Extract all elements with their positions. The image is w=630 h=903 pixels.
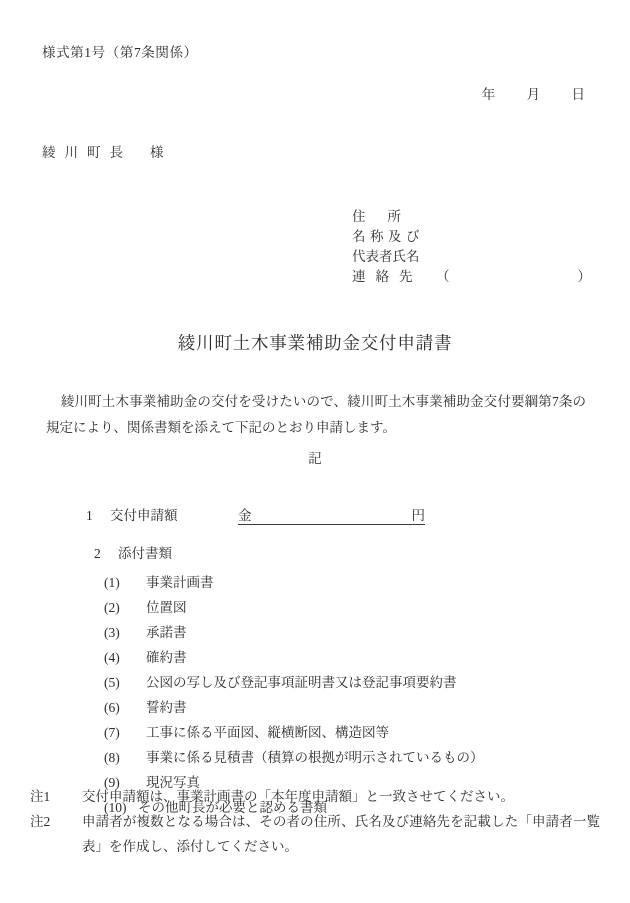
section-2-number: 2 xyxy=(94,546,101,561)
attachment-text: 位置図 xyxy=(146,600,187,615)
attachment-index: (10) xyxy=(104,800,127,815)
attachment-index: (7) xyxy=(104,725,120,740)
list-item xyxy=(104,620,484,645)
applicant-contact-row xyxy=(352,267,591,287)
section-1-number: 1 xyxy=(86,508,93,523)
section-1-label: 交付申請額 xyxy=(110,508,178,523)
form-number: 様式第1号（第7条関係） xyxy=(42,45,198,60)
section-2-label: 添付書類 xyxy=(118,546,172,561)
attachment-text: 事業計画書 xyxy=(146,575,214,590)
list-item xyxy=(104,745,484,770)
attachment-text: 現況写真 xyxy=(146,775,200,790)
attachment-index: (6) xyxy=(104,700,120,715)
attachment-index: (2) xyxy=(104,600,120,615)
list-item xyxy=(104,645,484,670)
list-item xyxy=(104,595,484,620)
date-year-label: 年 xyxy=(481,87,496,102)
attachment-list xyxy=(104,570,484,820)
attachment-text: 工事に係る平面図、縦横断図、構造図等 xyxy=(146,725,389,740)
applicant-address-label: 住所 xyxy=(352,209,423,224)
list-item xyxy=(104,720,484,745)
amount-field[interactable] xyxy=(238,509,425,525)
addressee-name: 綾川町長 xyxy=(42,145,132,160)
footnote xyxy=(30,784,600,809)
applicant-name-label-line1: 名称及び xyxy=(352,229,424,244)
list-item xyxy=(104,670,484,695)
footnote-label: 注2 xyxy=(30,814,51,829)
attachment-index: (9) xyxy=(104,775,120,790)
ki-marker: 記 xyxy=(308,451,322,466)
amount-unit: 円 xyxy=(411,508,425,523)
attachment-index: (4) xyxy=(104,650,120,665)
attachment-text: 事業に係る見積書（積算の根拠が明示されているもの） xyxy=(146,750,484,765)
document-title: 綾川町土木事業補助金交付申請書 xyxy=(177,333,453,353)
amount-prefix: 金 xyxy=(238,508,252,523)
applicant-address-row xyxy=(352,207,591,227)
attachment-index: (3) xyxy=(104,625,120,640)
attachment-index: (1) xyxy=(104,575,120,590)
attachment-index: (8) xyxy=(104,750,120,765)
addressee-honorific: 様 xyxy=(150,145,164,160)
attachment-index: (5) xyxy=(104,675,120,690)
date-line xyxy=(0,88,585,102)
applicant-name-label-line2: 代表者氏名 xyxy=(352,249,420,264)
applicant-contact-label: 連絡先 xyxy=(352,269,423,284)
attachment-text: 誓約書 xyxy=(146,700,187,715)
contact-paren-open: （ xyxy=(436,269,450,284)
section-2-heading xyxy=(94,547,172,561)
attachment-text: 確約書 xyxy=(146,650,187,665)
applicant-name-row-2 xyxy=(352,247,591,267)
list-item xyxy=(104,695,484,720)
applicant-block xyxy=(352,207,591,287)
addressee xyxy=(42,146,164,160)
footnote xyxy=(30,809,600,859)
contact-paren-close: ） xyxy=(577,269,591,284)
body-paragraph xyxy=(46,389,586,441)
body-paragraph-text: 綾川町土木事業補助金の交付を受けたいので、綾川町土木事業補助金交付要綱第7条の規定により、関係書類を添えて下記のとおり申請します。 xyxy=(46,394,586,435)
list-item xyxy=(104,570,484,595)
footnotes xyxy=(30,784,600,859)
applicant-name-row-1 xyxy=(352,227,591,247)
footnote-text: 申請者が複数となる場合は、その者の住所、氏名及び連絡先を記載した「申請者一覧表」を作成し、添付してください。 xyxy=(82,814,600,854)
footnote-label: 注1 xyxy=(30,789,51,804)
footnote-text: 交付申請額は、事業計画書の「本年度申請額」と一致させてください。 xyxy=(82,789,514,804)
attachment-text: 承諾書 xyxy=(146,625,187,640)
attachment-text: 公図の写し及び登記事項証明書又は登記事項要約書 xyxy=(146,675,457,690)
attachment-text: その他町長が必要と認める書類 xyxy=(138,800,327,815)
date-day-label: 日 xyxy=(571,87,585,102)
date-month-label: 月 xyxy=(526,87,541,102)
section-1-amount xyxy=(86,509,425,525)
